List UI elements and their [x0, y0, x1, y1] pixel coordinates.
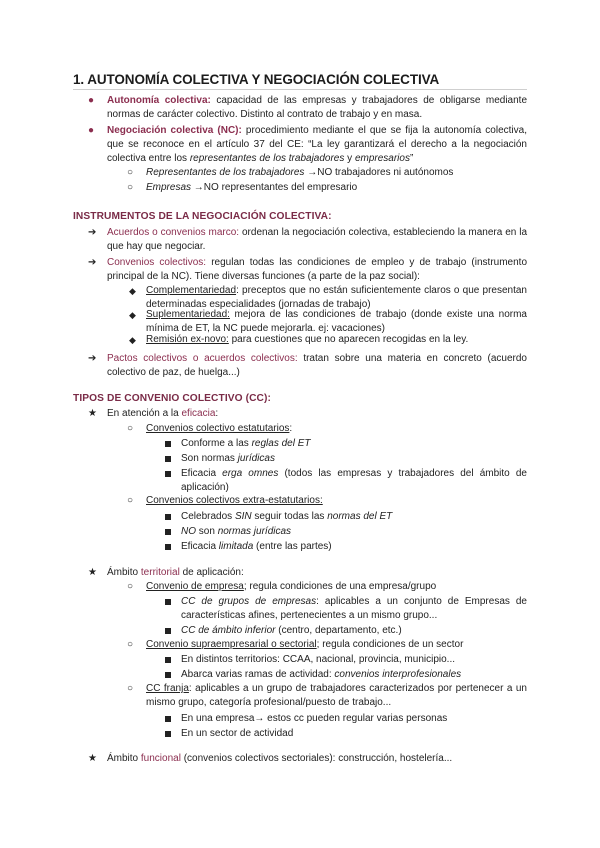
extra-i2-mid: son [198, 526, 215, 537]
estat-i3-prefix: Eficacia [181, 468, 217, 479]
square-bullet-icon [165, 468, 171, 482]
extra-item-3 [181, 540, 332, 554]
estat-i2-italic: jurídicas [237, 453, 275, 464]
negociacion-definition: procedimiento mediante el que se fija la autonomía colectiva, que se reconoce en el artículo 37 del CE: “La ley garantizará el derecho a la negociación colectiva entre los [107, 125, 527, 164]
convenios-term: Convenios colectivos: [107, 257, 207, 268]
diamond-bullet-icon: ◆ [129, 286, 136, 296]
franja-item [146, 682, 527, 710]
square-bullet-icon [165, 669, 171, 683]
circle-bullet-icon: ○ [127, 423, 134, 434]
circle-bullet-icon: ○ [127, 683, 134, 694]
pactos-term: Pactos colectivos o acuerdos colectivos: [107, 353, 298, 364]
territorial-prefix: Ámbito [107, 567, 139, 578]
title-divider [73, 89, 527, 90]
extra-term: Convenios colectivos extra-estatutarios: [146, 495, 323, 506]
eficacia-colon: : [215, 408, 219, 419]
estat-i1-prefix: Conforme a las [181, 438, 249, 449]
negociacion-term: Negociación colectiva (NC): [107, 125, 242, 136]
sub-empresas-italic: Empresas [146, 182, 192, 193]
supra-definition: ; regula condiciones de un sector [316, 639, 464, 650]
circle-bullet-icon: ○ [127, 639, 134, 650]
supra-i2-prefix: Abarca varias ramas de actividad: [181, 669, 332, 680]
sub-representantes-italic: Representantes de los trabajadores [146, 167, 305, 178]
star-bullet-icon: ★ [88, 753, 97, 764]
empresa-term: Convenio de empresa [146, 581, 244, 592]
estatutarios-item [146, 422, 292, 436]
extra-i2-italic: NO [181, 526, 196, 537]
supra-term: Convenio supraempresarial o sectorial [146, 639, 317, 650]
circle-bullet-icon: ○ [127, 182, 134, 193]
sub-representantes-rest: →NO trabajadores ni autónomos [307, 167, 454, 178]
territorial-rest: de aplicación: [182, 567, 244, 578]
franja-item-1: En una empresa→ estos cc pueden regular varias personas [181, 713, 448, 724]
empresa-definition: ; regula condiciones de una empresa/grupo [243, 581, 437, 592]
extra-item-2 [181, 525, 291, 539]
territorial-item [107, 566, 244, 580]
square-bullet-icon [165, 511, 171, 525]
remision-term: Remisión ex-novo: [146, 334, 229, 345]
supra-i2-italic: convenios interprofesionales [334, 669, 462, 680]
complementariedad-definition: : preceptos que no están suficientemente claros o que presentan determinadas especialidades (jornadas de trabajo) [146, 285, 527, 310]
eficacia-item [107, 407, 218, 421]
estatutarios-term: Convenios colectivo estatutarios [146, 423, 290, 434]
circle-bullet-icon: ○ [127, 495, 134, 506]
pactos-paragraph [107, 352, 527, 380]
supra-item-1: En distintos territorios: CCAA, nacional, provincia, municipio... [181, 654, 456, 665]
circle-bullet-icon: ○ [127, 581, 134, 592]
funcional-word: funcional [140, 753, 181, 764]
negociacion-empresarios: empresarios [354, 153, 410, 164]
tipos-heading: TIPOS DE CONVENIO COLECTIVO (CC): [73, 393, 272, 404]
franja-term: CC franja [146, 683, 189, 694]
square-bullet-icon [165, 625, 171, 639]
autonomia-definition: capacidad de las empresas y trabajadores de obligarse mediante normas de carácter colectivo. Distinto al contrato de trabajo y en masa. [107, 95, 528, 120]
estatutarios-colon: : [289, 423, 293, 434]
suplementariedad-term: Suplementariedad: [146, 309, 230, 320]
extra-i1-prefix: Celebrados [181, 511, 233, 522]
eficacia-word: eficacia [181, 408, 216, 419]
square-bullet-icon [165, 541, 171, 555]
sub-empresas [146, 181, 357, 195]
inferior-italic: CC de ámbito inferior [181, 625, 276, 636]
arrow-bullet-icon: ➔ [88, 353, 97, 364]
franja-definition: : aplicables a un grupo de trabajadores caracterizados por pertenecer a un mismo grupo, categoría profesional/puesto de trabajo... [146, 683, 527, 708]
page-title: 1. AUTONOMÍA COLECTIVA Y NEGOCIACIÓN COLECTIVA [73, 72, 440, 87]
complementariedad-term: Complementariedad [146, 285, 237, 296]
suplementariedad-item [146, 308, 527, 336]
diamond-bullet-icon: ◆ [129, 335, 136, 345]
remision-item [146, 333, 468, 347]
extra-i3-rest: (entre las partes) [256, 541, 332, 552]
estatutarios-item-2 [181, 452, 275, 466]
sub-representantes [146, 166, 453, 180]
franja-item-2: En un sector de actividad [181, 728, 294, 739]
convenios-paragraph [107, 256, 527, 284]
square-bullet-icon [165, 713, 171, 727]
estat-i3-rest: (todos las empresas y trabajadores del ámbito de aplicación) [181, 468, 527, 493]
estatutarios-item-1 [181, 437, 311, 451]
acuerdos-paragraph [107, 226, 527, 254]
negociacion-y: y [347, 153, 353, 164]
extra-i3-prefix: Eficacia [181, 541, 217, 552]
circle-bullet-icon: ○ [127, 167, 134, 178]
extra-estatutarios-item [146, 494, 323, 508]
square-bullet-icon [165, 596, 171, 610]
autonomia-term: Autonomía colectiva: [107, 95, 211, 106]
square-bullet-icon [165, 438, 171, 452]
acuerdos-definition: ordenan la negociación colectiva, estableciendo la manera en la que hay que negociar. [107, 227, 528, 252]
grupos-definition: : aplicables a un conjunto de Empresas de características afines, pertenecientes a un mismo grupo... [181, 596, 527, 621]
negociacion-quote-end: ” [409, 153, 414, 164]
sub-empresas-rest: →NO representantes del empresario [193, 182, 358, 193]
supra-item-2 [181, 668, 461, 682]
estatutarios-item-3 [181, 467, 527, 495]
extra-i1-italic: SIN [234, 511, 252, 522]
extra-i1-italic2: normas del ET [327, 511, 393, 522]
star-bullet-icon: ★ [88, 567, 97, 578]
grupos-italic: CC de grupos de empresas [181, 596, 317, 607]
pactos-definition: tratan sobre una materia en concreto (acuerdo colectivo de paz, de huelga...) [107, 353, 527, 378]
square-bullet-icon [165, 526, 171, 540]
eficacia-prefix: En atención a la [107, 408, 179, 419]
estat-i2-prefix: Son normas [181, 453, 235, 464]
estat-i1-italic: reglas del ET [251, 438, 311, 449]
extra-i3-italic: limitada [218, 541, 254, 552]
autonomia-paragraph [107, 94, 527, 122]
estat-i3-italic: erga omnes [222, 468, 279, 479]
square-bullet-icon [165, 728, 171, 742]
inferior-item [181, 624, 402, 638]
arrow-bullet-icon: ➔ [88, 227, 97, 238]
bullet-dot-icon: ● [88, 95, 95, 106]
funcional-item [107, 752, 452, 766]
suplementariedad-definition: mejora de las condiciones de trabajo (donde existe una norma mínima de ET, la NC puede mejorarla. ej: vacaciones) [146, 309, 527, 334]
territorial-word: territorial [140, 567, 180, 578]
grupos-item [181, 595, 527, 623]
empresa-item [146, 580, 436, 594]
extra-i1-mid: seguir todas las [254, 511, 325, 522]
acuerdos-term: Acuerdos o convenios marco: [107, 227, 240, 238]
remision-definition: para cuestiones que no aparecen recogidas en la ley. [231, 334, 469, 345]
funcional-rest: (convenios colectivos sectoriales): construcción, hostelería... [183, 753, 453, 764]
square-bullet-icon [165, 654, 171, 668]
supra-item [146, 638, 463, 652]
star-bullet-icon: ★ [88, 408, 97, 419]
negociacion-italic: representantes de los trabajadores [189, 153, 345, 164]
square-bullet-icon [165, 453, 171, 467]
funcional-prefix: Ámbito [107, 753, 139, 764]
arrow-bullet-icon: ➔ [88, 257, 97, 268]
bullet-dot-icon: ● [88, 125, 95, 136]
diamond-bullet-icon: ◆ [129, 310, 136, 320]
extra-i2-italic2: normas jurídicas [217, 526, 292, 537]
extra-item-1 [181, 510, 392, 524]
convenios-definition: regulan todas las condiciones de empleo y de trabajo (instrumento principal de la NC). Tiene diversas funciones (a parte de la paz social): [107, 257, 528, 282]
instrumentos-heading: INSTRUMENTOS DE LA NEGOCIACIÓN COLECTIVA: [73, 211, 332, 222]
inferior-rest: (centro, departamento, etc.) [278, 625, 402, 636]
negociacion-paragraph [107, 124, 527, 166]
